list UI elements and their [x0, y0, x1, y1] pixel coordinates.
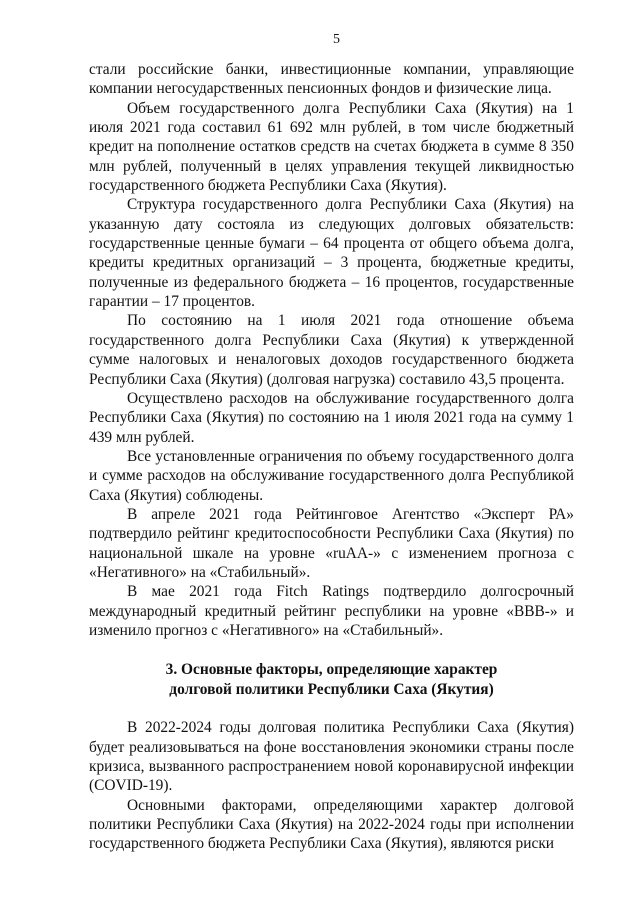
paragraph-fitch-rating: В мае 2021 года Fitch Ratings подтвердило долгосрочный международный кредитный рейтинг республики на уровне «BBB-» и изменило прогноз с «Негативного» на «Стабильный».	[89, 583, 574, 639]
section-heading	[89, 660, 574, 700]
paragraph-debt-structure: Структура государственного долга Республики Саха (Якутия) на указанную дату состояла из следующих долговых обязательств: государственные ценные бумаги – 64 процента от общего объема долга, кредиты кредитных организаций – 3 процента, бюджетные кредиты, полученные из федерального бюджета – 16 процентов, государственные гарантии – 17 процентов.	[89, 196, 574, 311]
paragraph-debt-service: Осуществлено расходов на обслуживание государственного долга Республики Саха (Якутия) по состоянию на 1 июля 2021 года на сумму 1 439 млн рублей.	[89, 389, 574, 446]
section-heading-line-1: 3. Основные факторы, определяющие характер	[165, 661, 498, 679]
paragraph-expert-ra-rating: В апреле 2021 года Рейтинговое Агентство «Эксперт РА» подтвердило рейтинг кредитоспособности Республики Саха (Якутия) по национальной шкале на уровне «ruAA-» с изменением прогноза с «Негативного» на «Стабильный».	[89, 505, 574, 581]
paragraph-limits: Все установленные ограничения по объему государственного долга и сумме расходов на обслуживание государственного долга Республикой Саха (Якутия) соблюдены.	[89, 447, 574, 504]
page-number: 5	[333, 32, 340, 47]
paragraph-debt-volume: Объем государственного долга Республики Саха (Якутия) на 1 июля 2021 года составил 61 692 млн рублей, в том числе бюджетный кредит на пополнение остатков средств на счетах бюджета в сумме 8 350 млн рублей, полученный в целях управления текущей ликвидностью государственного бюджета Республики Саха (Якутия).	[89, 99, 574, 195]
paragraph-continuation: стали российские банки, инвестиционные компании, управляющие компании негосударственных пенсионных фондов и физические лица.	[89, 61, 574, 98]
paragraph-main-factors: Основными факторами, определяющими характер долговой политики Республики Саха (Якутия) на 2022-2024 годы при исполнении государственного бюджета Республики Саха (Якутия), являются риски	[89, 796, 574, 853]
paragraph-debt-load: По состоянию на 1 июля 2021 года отношение объема государственного долга Республики Саха (Якутия) к утвержденной сумме налоговых и неналоговых доходов государственного бюджета Республики Саха (Якутия) (долговая нагрузка) составило 43,5 процента.	[89, 312, 574, 388]
paragraph-policy-background: В 2022-2024 годы долговая политика Республики Саха (Якутия) будет реализовываться на фоне восстановления экономики страны после кризиса, вызванного распространением новой коронавирусной инфекции (COVID-19).	[89, 719, 574, 795]
section-heading-line-2: долговой политики Республики Саха (Якутия)	[169, 681, 494, 699]
